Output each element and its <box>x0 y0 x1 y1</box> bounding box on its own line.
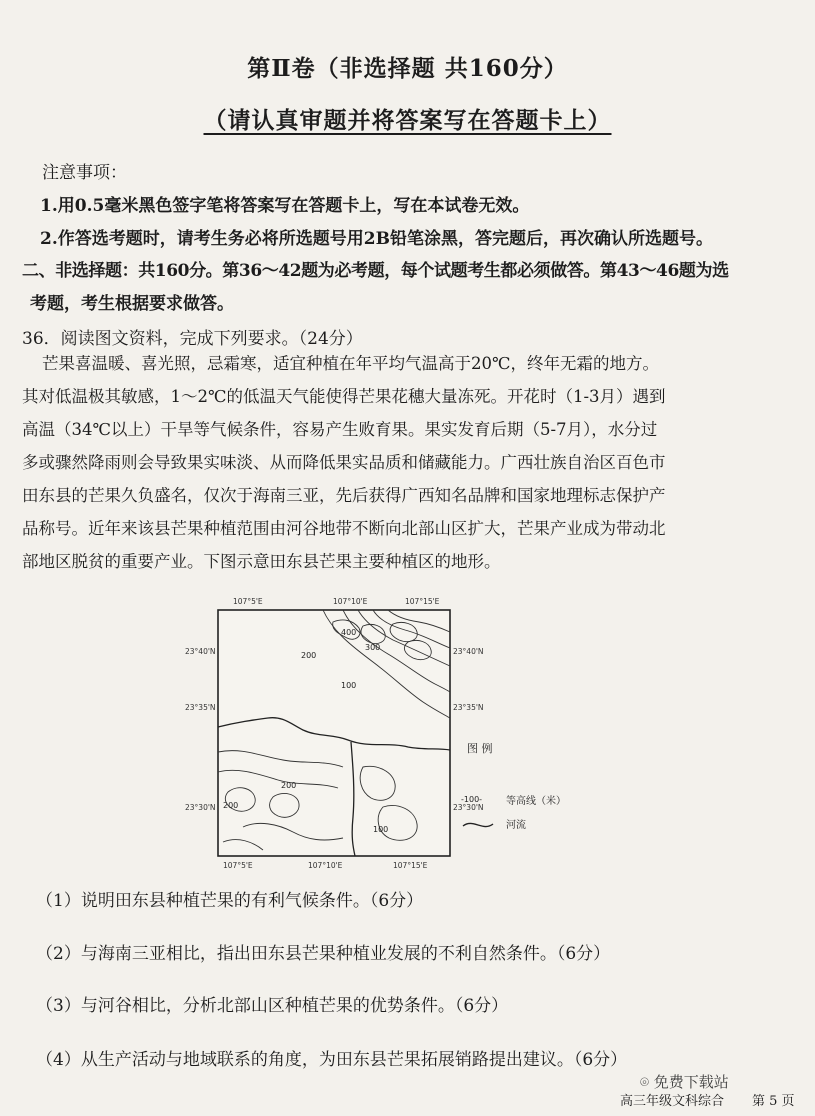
map-bottom-tick: 107°15'E <box>393 861 428 870</box>
map-top-tick: 107°10'E <box>333 597 368 606</box>
notice-item-2: 2.作答选考题时，请考生务必将所选题号用2B铅笔涂黑，答完题后，再次确认所选题号。 <box>40 229 713 249</box>
sub-question-4: （4）从生产活动与地域联系的角度，为田东县芒果拓展销路提出建议。（6分） <box>36 1050 628 1070</box>
notice-item-1: 1.用0.5毫米黑色签字笔将答案写在答题卡上，写在本试卷无效。 <box>40 196 530 216</box>
map-right-tick: 23°40'N <box>453 647 484 656</box>
map-right-tick: 23°30'N <box>453 803 484 812</box>
map-right-tick: 23°35'N <box>453 703 484 712</box>
map-bottom-tick: 107°5'E <box>223 861 253 870</box>
question-36-passage <box>22 347 802 578</box>
contour-label: 100 <box>341 681 357 690</box>
map-left-tick: 23°35'N <box>185 703 216 712</box>
passage-line: 多或骤然降雨则会导致果实味淡、从而降低果实品质和储藏能力。广西壮族自治区百色市 <box>22 453 666 472</box>
section-title: 第Ⅱ卷（非选择题 共160分） <box>247 55 568 82</box>
contour-label: 400 <box>341 628 357 637</box>
legend-river-symbol <box>463 823 493 826</box>
map-top-tick: 107°15'E <box>405 597 440 606</box>
map-left-tick: 23°30'N <box>185 803 216 812</box>
section-instructions-line1: 二、非选择题：共160分。第36～42题为必考题，每个试题考生都必须做答。第43～46题为选 <box>22 261 729 281</box>
section-subtitle: （请认真审题并将答案写在答题卡上） <box>203 107 612 134</box>
passage-line: 品称号。近年来该县芒果种植范围由河谷地带不断向北部山区扩大，芒果产业成为带动北 <box>22 519 666 538</box>
legend-river-label: 河流 <box>506 820 526 831</box>
footer-exam: 高三年级文科综合 <box>620 1094 725 1109</box>
contour-label: 100 <box>373 825 389 834</box>
notice-heading: 注意事项： <box>42 163 127 183</box>
watermark: ⌾ 免费下载站 <box>640 1073 729 1091</box>
passage-line: 高温（34℃以上）干旱等气候条件，容易产生败育果。果实发育后期（5-7月），水分过 <box>22 420 658 439</box>
map-top-tick: 107°5'E <box>233 597 263 606</box>
section-instructions-line2: 考题，考生根据要求做答。 <box>30 294 234 314</box>
contour-label: 300 <box>365 643 381 652</box>
sub-question-1: （1）说明田东县种植芒果的有利气候条件。（6分） <box>36 891 424 911</box>
contour-label: 200 <box>301 651 317 660</box>
passage-line: 其对低温极其敏感，1～2℃的低温天气能使得芒果花穗大量冻死。开花时（1-3月）遇到 <box>22 387 666 406</box>
map-bottom-tick: 107°10'E <box>308 861 343 870</box>
passage-line: 芒果喜温暖、喜光照，忌霜寒，适宜种植在年平均气温高于20℃，终年无霜的地方。 <box>42 354 659 373</box>
sub-question-2: （2）与海南三亚相比，指出田东县芒果种植业发展的不利自然条件。（6分） <box>36 944 611 964</box>
terrain-map <box>183 592 583 882</box>
passage-line: 部地区脱贫的重要产业。下图示意田东县芒果主要种植区的地形。 <box>22 552 501 571</box>
contour-label: 200 <box>223 801 239 810</box>
wechat-icon: ⌾ <box>640 1073 650 1091</box>
passage-line: 田东县的芒果久负盛名，仅次于海南三亚，先后获得广西知名品牌和国家地理标志保护产 <box>22 486 666 505</box>
legend-title: 图 例 <box>467 742 493 755</box>
legend-contour-label: 等高线（米） <box>506 796 566 807</box>
sub-question-3: （3）与河谷相比，分析北部山区种植芒果的优势条件。（6分） <box>36 996 509 1016</box>
contour-label: 200 <box>281 781 297 790</box>
map-left-tick: 23°40'N <box>185 647 216 656</box>
legend-contour-sample: -100- <box>461 795 483 804</box>
question-36-intro: 36．阅读图文资料，完成下列要求。（24分） <box>22 329 363 349</box>
footer-page: 第 5 页 <box>752 1094 795 1109</box>
